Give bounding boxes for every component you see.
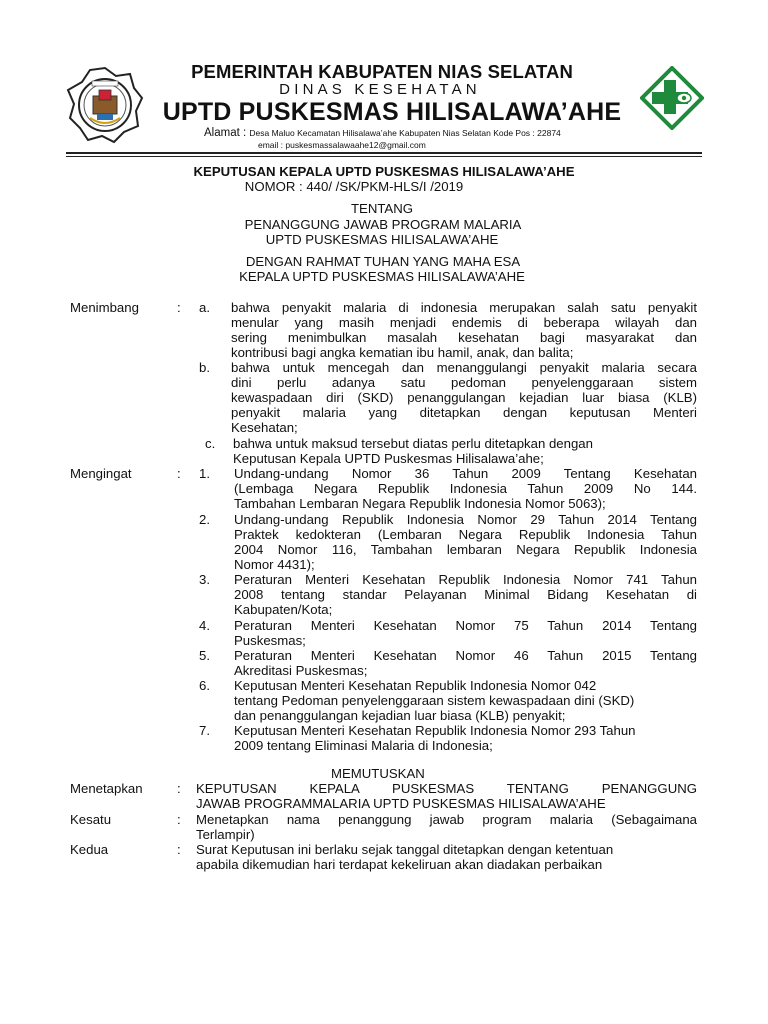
mengingat-6-line: dan penanggulangan kejadian luar biasa (KLB) penyakit; <box>234 708 566 723</box>
subject-line-2: UPTD PUSKESMAS HILISALAWA’AHE <box>265 232 499 247</box>
mengingat-marker-7: 7. <box>199 723 210 738</box>
address-text: Desa Maluo Kecamatan Hilisalawa’ahe Kabupaten Nias Selatan Kode Pos : 22874 <box>249 128 561 138</box>
mengingat-marker-1: 1. <box>199 466 210 481</box>
email-line: email : puskesmassalawaahe12@gmail.com <box>258 140 426 150</box>
kedua-line: Surat Keputusan ini berlaku sejak tanggal ditetapkan dengan ketentuan <box>196 842 614 857</box>
menimbang-b-line: Kesehatan; <box>231 420 298 435</box>
mengingat-7-line: Keputusan Menteri Kesehatan Republik Indonesia Nomor 293 Tahun <box>234 723 636 738</box>
mengingat-3-line: Kabupaten/Kota; <box>234 602 333 617</box>
kesatu-label: Kesatu <box>70 812 112 827</box>
address-line <box>204 127 561 139</box>
decree-title: KEPUTUSAN KEPALA UPTD PUSKESMAS HILISALAWA’AHE <box>193 164 575 179</box>
letterhead-rule-thin <box>66 156 702 157</box>
mengingat-5-line: Peraturan Menteri Kesehatan Nomor 46 Tahun 2015 Tentang <box>234 648 697 663</box>
mengingat-7-line: 2009 tentang Eliminasi Malaria di Indonesia; <box>234 738 493 753</box>
mengingat-marker-4: 4. <box>199 618 210 633</box>
kesatu-line: Terlampir) <box>196 827 255 842</box>
address-label: Alamat : <box>204 127 247 139</box>
menimbang-a-line: sering menimbulkan masalah kesehatan bagi masyarakat dan <box>231 330 697 345</box>
kedua-line: apabila dikemudian hari terdapat kekeliruan akan diadakan perbaikan <box>196 857 603 872</box>
tentang-heading: TENTANG <box>350 201 414 216</box>
menimbang-marker-b: b. <box>199 360 210 375</box>
menetapkan-colon: : <box>177 781 181 796</box>
mengingat-1-line: Undang-undang Nomor 36 Tahun 2009 Tentang Kesehatan <box>234 466 697 481</box>
mengingat-colon: : <box>177 466 181 481</box>
mengingat-4-line: Puskesmas; <box>234 633 306 648</box>
mengingat-6-line: tentang Pedoman penyelenggaraan sistem kewaspadaan dini (SKD) <box>234 693 635 708</box>
menimbang-a-line: bahwa penyakit malaria di indonesia merupakan salah satu penyakit <box>231 300 697 315</box>
menimbang-marker-a: a. <box>199 300 210 315</box>
department-name: DINAS KESEHATAN <box>279 81 481 98</box>
mengingat-marker-6: 6. <box>199 678 210 693</box>
menimbang-b-line: bahwa untuk mencegah dan menanggulangi penyakit malaria secara <box>231 360 697 375</box>
kedua-label: Kedua <box>70 842 109 857</box>
menetapkan-label: Menetapkan <box>70 781 143 796</box>
menimbang-a-line: kontribusi bagi angka kematian ibu hamil, anak, dan balita; <box>231 345 574 360</box>
mengingat-2-line: Praktek kedokteran (Lembaran Negara Republik Indonesia Tahun <box>234 527 697 542</box>
memutuskan-heading: MEMUTUSKAN <box>331 766 425 781</box>
menimbang-c-line: Keputusan Kepala UPTD Puskesmas Hilisalawa’ahe; <box>233 451 544 466</box>
menimbang-b-line: dini perlu adanya satu pedoman penyelenggaraan sistem <box>231 375 697 390</box>
mengingat-marker-3: 3. <box>199 572 210 587</box>
mengingat-2-line: Nomor 4431); <box>234 557 315 572</box>
menimbang-b-line: kewaspadaan diri (SKD) penanggulangan kejadian luar biasa (KLB) <box>231 390 697 405</box>
subject-line-1: PENANGGUNG JAWAB PROGRAM MALARIA <box>244 217 522 232</box>
kedua-colon: : <box>177 842 181 857</box>
menetapkan-line: KEPUTUSAN KEPALA PUSKESMAS TENTANG PENANGGUNG <box>196 781 697 796</box>
menimbang-marker-c: c. <box>205 436 216 451</box>
mengingat-6-line: Keputusan Menteri Kesehatan Republik Indonesia Nomor 042 <box>234 678 597 693</box>
mengingat-1-line: Tambahan Lembaran Negara Republik Indonesia Nomor 5063); <box>234 496 606 511</box>
menimbang-b-line: penyakit malaria yang ditetapkan dengan keputusan Menteri <box>231 405 697 420</box>
mengingat-2-line: 2004 Nomor 116, Tambahan lembaran Negara Republik Indonesia <box>234 542 697 557</box>
mengingat-marker-2: 2. <box>199 512 210 527</box>
decree-number: NOMOR : 440/ /SK/PKM-HLS/I /2019 <box>244 179 464 194</box>
menimbang-c-line: bahwa untuk maksud tersebut diatas perlu ditetapkan dengan <box>233 436 593 451</box>
rahmat-line-2: KEPALA UPTD PUSKESMAS HILISALAWA’AHE <box>239 269 525 284</box>
menimbang-a-line: menular yang masih menjadi endemis di beberapa wilayah dan <box>231 315 697 330</box>
kesatu-colon: : <box>177 812 181 827</box>
menimbang-label: Menimbang <box>70 300 139 315</box>
mengingat-3-line: Peraturan Menteri Kesehatan Republik Indonesia Nomor 741 Tahun <box>234 572 697 587</box>
institution-name: UPTD PUSKESMAS HILISALAWA’AHE <box>162 98 622 126</box>
kesatu-line: Menetapkan nama penanggung jawab program malaria (Sebagaimana <box>196 812 697 827</box>
mengingat-3-line: 2008 tentang standar Pelayanan Minimal Bidang Kesehatan di <box>234 587 697 602</box>
mengingat-1-line: (Lembaga Negara Republik Indonesia Tahun 2009 No 144. <box>234 481 697 496</box>
mengingat-2-line: Undang-undang Republik Indonesia Nomor 29 Tahun 2014 Tentang <box>234 512 697 527</box>
mengingat-label: Mengingat <box>70 466 132 481</box>
letterhead-rule-thick <box>66 152 702 154</box>
mengingat-marker-5: 5. <box>199 648 210 663</box>
menetapkan-line: JAWAB PROGRAMMALARIA UPTD PUSKESMAS HILISALAWA’AHE <box>196 796 606 811</box>
mengingat-5-line: Akreditasi Puskesmas; <box>234 663 368 678</box>
menimbang-colon: : <box>177 300 181 315</box>
mengingat-4-line: Peraturan Menteri Kesehatan Nomor 75 Tahun 2014 Tentang <box>234 618 697 633</box>
rahmat-line-1: DENGAN RAHMAT TUHAN YANG MAHA ESA <box>245 254 521 269</box>
government-name: PEMERINTAH KABUPATEN NIAS SELATAN <box>191 61 573 82</box>
